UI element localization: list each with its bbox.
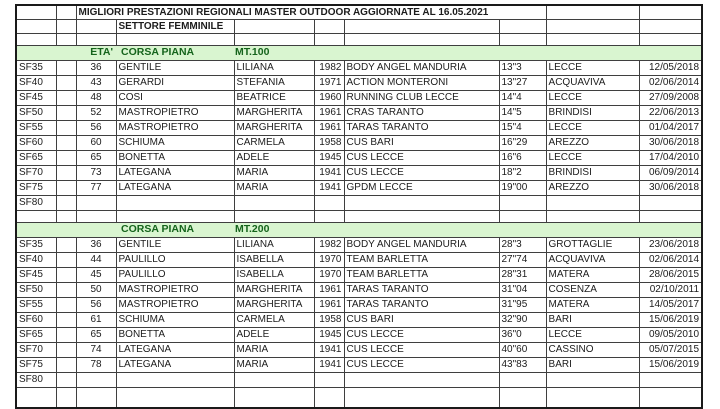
- row-date-cell: 09/05/2010: [639, 327, 702, 342]
- row-city-cell: MATERA: [546, 297, 639, 312]
- empty-cell: [499, 33, 546, 45]
- table-row: [16, 180, 702, 195]
- empty-cell: [499, 387, 546, 408]
- row-age-cell: 77: [76, 180, 116, 195]
- row-time-cell: 28"3: [499, 237, 546, 252]
- row-firstname-cell: LILIANA: [234, 60, 314, 75]
- sections-container: [16, 45, 702, 408]
- row-birthyear-cell: [314, 372, 344, 387]
- row-city-cell: BARI: [546, 312, 639, 327]
- row-club-cell: TARAS TARANTO: [344, 282, 499, 297]
- row-time-cell: 31"04: [499, 282, 546, 297]
- row-club-cell: CUS LECCE: [344, 327, 499, 342]
- row-category-cell: SF35: [16, 60, 56, 75]
- row-birthyear-cell: 1941: [314, 342, 344, 357]
- row-city-cell: AREZZO: [546, 135, 639, 150]
- row-birthyear-cell: 1958: [314, 135, 344, 150]
- table-row: [16, 90, 702, 105]
- row-time-cell: 13"27: [499, 75, 546, 90]
- table-row: [16, 150, 702, 165]
- spacer-row: [16, 33, 702, 45]
- empty-cell: [499, 19, 546, 33]
- row-firstname-cell: LILIANA: [234, 237, 314, 252]
- row-surname-cell: COSI: [116, 90, 234, 105]
- page-title: MIGLIORI PRESTAZIONI REGIONALI MASTER OUTDOOR AGGIORNATE AL 16.05.2021: [76, 5, 546, 19]
- row-surname-cell: SCHIUMA: [116, 312, 234, 327]
- empty-cell: [56, 75, 76, 90]
- row-birthyear-cell: 1945: [314, 327, 344, 342]
- row-birthyear-cell: 1970: [314, 252, 344, 267]
- row-firstname-cell: MARGHERITA: [234, 120, 314, 135]
- row-category-cell: SF55: [16, 120, 56, 135]
- row-birthyear-cell: 1945: [314, 150, 344, 165]
- row-club-cell: CUS BARI: [344, 135, 499, 150]
- row-club-cell: CUS BARI: [344, 312, 499, 327]
- row-age-cell: [76, 372, 116, 387]
- empty-cell: [56, 210, 76, 222]
- empty-cell: [56, 135, 76, 150]
- row-firstname-cell: MARIA: [234, 180, 314, 195]
- row-firstname-cell: MARIA: [234, 357, 314, 372]
- row-birthyear-cell: 1961: [314, 282, 344, 297]
- section-header-cell: [16, 45, 702, 60]
- separator-row: [16, 387, 702, 408]
- row-time-cell: 36"0: [499, 327, 546, 342]
- row-firstname-cell: ADELE: [234, 150, 314, 165]
- row-firstname-cell: ISABELLA: [234, 267, 314, 282]
- row-club-cell: CRAS TARANTO: [344, 105, 499, 120]
- row-surname-cell: MASTROPIETRO: [116, 297, 234, 312]
- row-surname-cell: GERARDI: [116, 75, 234, 90]
- row-club-cell: GPDM LECCE: [344, 180, 499, 195]
- empty-cell: [56, 252, 76, 267]
- row-time-cell: 16"29: [499, 135, 546, 150]
- empty-cell: [56, 60, 76, 75]
- empty-cell: [344, 210, 499, 222]
- row-firstname-cell: ISABELLA: [234, 252, 314, 267]
- table-row: [16, 237, 702, 252]
- row-city-cell: LECCE: [546, 120, 639, 135]
- row-age-cell: 78: [76, 357, 116, 372]
- table-row: [16, 327, 702, 342]
- empty-cell: [314, 210, 344, 222]
- row-age-cell: 50: [76, 282, 116, 297]
- empty-cell: [639, 387, 702, 408]
- row-date-cell: 27/09/2008: [639, 90, 702, 105]
- row-club-cell: TARAS TARANTO: [344, 120, 499, 135]
- row-category-cell: SF70: [16, 342, 56, 357]
- row-club-cell: ACTION MONTERONI: [344, 75, 499, 90]
- empty-cell: [56, 357, 76, 372]
- row-club-cell: TEAM BARLETTA: [344, 252, 499, 267]
- row-time-cell: 19"00: [499, 180, 546, 195]
- table-row: [16, 372, 702, 387]
- empty-cell: [234, 19, 314, 33]
- row-firstname-cell: CARMELA: [234, 135, 314, 150]
- row-firstname-cell: CARMELA: [234, 312, 314, 327]
- row-birthyear-cell: 1961: [314, 105, 344, 120]
- row-surname-cell: GENTILE: [116, 237, 234, 252]
- empty-cell: [76, 387, 116, 408]
- row-club-cell: BODY ANGEL MANDURIA: [344, 237, 499, 252]
- row-category-cell: SF80: [16, 372, 56, 387]
- row-age-cell: 65: [76, 150, 116, 165]
- row-city-cell: [546, 372, 639, 387]
- row-time-cell: 18"2: [499, 165, 546, 180]
- empty-cell: [16, 19, 56, 33]
- empty-cell: [639, 19, 702, 33]
- row-date-cell: [639, 372, 702, 387]
- title-row: [16, 5, 702, 19]
- empty-cell: [56, 120, 76, 135]
- row-birthyear-cell: 1961: [314, 120, 344, 135]
- empty-cell: [546, 33, 639, 45]
- row-surname-cell: MASTROPIETRO: [116, 105, 234, 120]
- section-distance-label: MT.100: [235, 45, 270, 58]
- empty-cell: [16, 33, 56, 45]
- table-row: [16, 195, 702, 210]
- row-category-cell: SF60: [16, 135, 56, 150]
- table-row: [16, 135, 702, 150]
- row-birthyear-cell: 1941: [314, 180, 344, 195]
- empty-cell: [16, 387, 56, 408]
- row-date-cell: 23/06/2018: [639, 237, 702, 252]
- row-birthyear-cell: 1982: [314, 60, 344, 75]
- row-city-cell: [546, 195, 639, 210]
- row-date-cell: 02/06/2014: [639, 75, 702, 90]
- row-age-cell: 74: [76, 342, 116, 357]
- row-surname-cell: MASTROPIETRO: [116, 282, 234, 297]
- row-city-cell: CASSINO: [546, 342, 639, 357]
- empty-cell: [56, 282, 76, 297]
- row-city-cell: BRINDISI: [546, 165, 639, 180]
- row-club-cell: [344, 195, 499, 210]
- row-club-cell: TARAS TARANTO: [344, 297, 499, 312]
- row-surname-cell: MASTROPIETRO: [116, 120, 234, 135]
- row-time-cell: 40"60: [499, 342, 546, 357]
- row-club-cell: CUS LECCE: [344, 357, 499, 372]
- empty-cell: [76, 19, 116, 33]
- empty-cell: [344, 33, 499, 45]
- row-category-cell: SF40: [16, 252, 56, 267]
- row-date-cell: 15/06/2019: [639, 312, 702, 327]
- row-category-cell: SF35: [16, 237, 56, 252]
- row-club-cell: [344, 372, 499, 387]
- row-time-cell: 32"90: [499, 312, 546, 327]
- row-category-cell: SF75: [16, 357, 56, 372]
- row-age-cell: [76, 195, 116, 210]
- row-surname-cell: GENTILE: [116, 60, 234, 75]
- row-surname-cell: PAULILLO: [116, 252, 234, 267]
- row-category-cell: SF70: [16, 165, 56, 180]
- row-firstname-cell: MARGHERITA: [234, 282, 314, 297]
- empty-cell: [56, 372, 76, 387]
- row-date-cell: 05/07/2015: [639, 342, 702, 357]
- empty-cell: [56, 19, 76, 33]
- row-birthyear-cell: 1960: [314, 90, 344, 105]
- table-row: [16, 75, 702, 90]
- empty-cell: [56, 165, 76, 180]
- empty-cell: [56, 105, 76, 120]
- empty-cell: [546, 5, 639, 19]
- row-city-cell: LECCE: [546, 150, 639, 165]
- row-age-cell: 52: [76, 105, 116, 120]
- row-category-cell: SF55: [16, 297, 56, 312]
- empty-cell: [314, 33, 344, 45]
- empty-cell: [56, 267, 76, 282]
- empty-cell: [56, 327, 76, 342]
- row-category-cell: SF65: [16, 150, 56, 165]
- empty-cell: [234, 387, 314, 408]
- empty-cell: [16, 210, 56, 222]
- row-date-cell: 14/05/2017: [639, 297, 702, 312]
- empty-cell: [56, 387, 76, 408]
- row-club-cell: RUNNING CLUB LECCE: [344, 90, 499, 105]
- row-time-cell: [499, 195, 546, 210]
- row-age-cell: 43: [76, 75, 116, 90]
- row-firstname-cell: ADELE: [234, 327, 314, 342]
- row-date-cell: 02/06/2014: [639, 252, 702, 267]
- row-time-cell: 16"6: [499, 150, 546, 165]
- empty-cell: [344, 19, 499, 33]
- row-time-cell: 13"3: [499, 60, 546, 75]
- empty-cell: [639, 210, 702, 222]
- row-date-cell: 17/04/2010: [639, 150, 702, 165]
- table-row: [16, 297, 702, 312]
- empty-cell: [234, 210, 314, 222]
- row-age-cell: 45: [76, 267, 116, 282]
- row-firstname-cell: MARGHERITA: [234, 297, 314, 312]
- row-category-cell: SF65: [16, 327, 56, 342]
- row-firstname-cell: [234, 195, 314, 210]
- empty-cell: [56, 150, 76, 165]
- empty-cell: [56, 33, 76, 45]
- row-age-cell: 36: [76, 60, 116, 75]
- subtitle-row: [16, 19, 702, 33]
- row-club-cell: CUS LECCE: [344, 165, 499, 180]
- row-category-cell: SF60: [16, 312, 56, 327]
- row-birthyear-cell: 1982: [314, 237, 344, 252]
- empty-cell: [546, 210, 639, 222]
- row-firstname-cell: STEFANIA: [234, 75, 314, 90]
- row-date-cell: 02/10/2011: [639, 282, 702, 297]
- row-club-cell: CUS LECCE: [344, 150, 499, 165]
- row-date-cell: 22/06/2013: [639, 105, 702, 120]
- table-row: [16, 312, 702, 327]
- row-birthyear-cell: 1961: [314, 297, 344, 312]
- row-surname-cell: [116, 372, 234, 387]
- empty-cell: [56, 297, 76, 312]
- row-age-cell: 48: [76, 90, 116, 105]
- records-table: [15, 4, 703, 409]
- row-surname-cell: LATEGANA: [116, 180, 234, 195]
- row-time-cell: 14"4: [499, 90, 546, 105]
- row-city-cell: ACQUAVIVA: [546, 75, 639, 90]
- row-surname-cell: BONETTA: [116, 327, 234, 342]
- row-birthyear-cell: 1941: [314, 165, 344, 180]
- row-age-cell: 65: [76, 327, 116, 342]
- row-city-cell: LECCE: [546, 60, 639, 75]
- row-surname-cell: LATEGANA: [116, 165, 234, 180]
- row-firstname-cell: BEATRICE: [234, 90, 314, 105]
- row-birthyear-cell: 1958: [314, 312, 344, 327]
- row-club-cell: TEAM BARLETTA: [344, 267, 499, 282]
- empty-cell: [344, 387, 499, 408]
- eta-label: ETA': [90, 45, 113, 58]
- row-city-cell: ACQUAVIVA: [546, 252, 639, 267]
- row-birthyear-cell: 1970: [314, 267, 344, 282]
- table-row: [16, 282, 702, 297]
- row-surname-cell: [116, 195, 234, 210]
- row-age-cell: 56: [76, 297, 116, 312]
- empty-cell: [116, 33, 234, 45]
- empty-cell: [56, 312, 76, 327]
- empty-cell: [116, 387, 234, 408]
- empty-cell: [314, 19, 344, 33]
- row-surname-cell: LATEGANA: [116, 357, 234, 372]
- row-city-cell: MATERA: [546, 267, 639, 282]
- section-header-row: [16, 222, 702, 237]
- row-city-cell: BRINDISI: [546, 105, 639, 120]
- empty-cell: [56, 195, 76, 210]
- sector-subtitle: SETTORE FEMMINILE: [116, 19, 234, 33]
- empty-cell: [56, 180, 76, 195]
- separator-row: [16, 210, 702, 222]
- row-birthyear-cell: 1971: [314, 75, 344, 90]
- row-birthyear-cell: 1941: [314, 357, 344, 372]
- row-date-cell: 30/06/2018: [639, 180, 702, 195]
- empty-cell: [76, 210, 116, 222]
- row-firstname-cell: MARGHERITA: [234, 105, 314, 120]
- row-age-cell: 36: [76, 237, 116, 252]
- section-event-label: CORSA PIANA: [121, 222, 195, 235]
- section-header-row: [16, 45, 702, 60]
- row-category-cell: SF75: [16, 180, 56, 195]
- empty-cell: [639, 33, 702, 45]
- row-category-cell: SF45: [16, 90, 56, 105]
- empty-cell: [234, 33, 314, 45]
- row-surname-cell: LATEGANA: [116, 342, 234, 357]
- row-club-cell: BODY ANGEL MANDURIA: [344, 60, 499, 75]
- table-row: [16, 120, 702, 135]
- table-row: [16, 267, 702, 282]
- row-date-cell: 06/09/2014: [639, 165, 702, 180]
- empty-cell: [56, 342, 76, 357]
- row-date-cell: [639, 195, 702, 210]
- row-category-cell: SF80: [16, 195, 56, 210]
- empty-cell: [116, 210, 234, 222]
- row-time-cell: 15"4: [499, 120, 546, 135]
- empty-cell: [76, 33, 116, 45]
- table-row: [16, 342, 702, 357]
- table-row: [16, 252, 702, 267]
- row-category-cell: SF50: [16, 105, 56, 120]
- row-city-cell: COSENZA: [546, 282, 639, 297]
- row-category-cell: SF45: [16, 267, 56, 282]
- row-category-cell: SF50: [16, 282, 56, 297]
- row-age-cell: 61: [76, 312, 116, 327]
- empty-cell: [314, 387, 344, 408]
- row-time-cell: 31"95: [499, 297, 546, 312]
- empty-cell: [546, 387, 639, 408]
- row-surname-cell: PAULILLO: [116, 267, 234, 282]
- row-time-cell: 27"74: [499, 252, 546, 267]
- table-row: [16, 105, 702, 120]
- row-surname-cell: SCHIUMA: [116, 135, 234, 150]
- row-time-cell: 43"83: [499, 357, 546, 372]
- empty-cell: [56, 237, 76, 252]
- row-date-cell: 30/06/2018: [639, 135, 702, 150]
- row-surname-cell: BONETTA: [116, 150, 234, 165]
- empty-cell: [16, 5, 56, 19]
- empty-cell: [56, 90, 76, 105]
- row-city-cell: AREZZO: [546, 180, 639, 195]
- row-date-cell: 01/04/2017: [639, 120, 702, 135]
- row-date-cell: 28/06/2015: [639, 267, 702, 282]
- empty-cell: [546, 19, 639, 33]
- row-time-cell: 14"5: [499, 105, 546, 120]
- row-city-cell: GROTTAGLIE: [546, 237, 639, 252]
- row-club-cell: CUS LECCE: [344, 342, 499, 357]
- table-row: [16, 60, 702, 75]
- row-time-cell: 28"31: [499, 267, 546, 282]
- row-age-cell: 73: [76, 165, 116, 180]
- row-age-cell: 56: [76, 120, 116, 135]
- row-birthyear-cell: [314, 195, 344, 210]
- table-row: [16, 165, 702, 180]
- row-age-cell: 60: [76, 135, 116, 150]
- empty-cell: [56, 5, 76, 19]
- row-time-cell: [499, 372, 546, 387]
- empty-cell: [499, 210, 546, 222]
- row-age-cell: 44: [76, 252, 116, 267]
- section-event-label: CORSA PIANA: [121, 45, 195, 58]
- row-city-cell: BARI: [546, 357, 639, 372]
- row-firstname-cell: MARIA: [234, 342, 314, 357]
- row-date-cell: 12/05/2018: [639, 60, 702, 75]
- row-firstname-cell: MARIA: [234, 165, 314, 180]
- section-distance-label: MT.200: [235, 222, 270, 235]
- table-row: [16, 357, 702, 372]
- row-date-cell: 15/06/2019: [639, 357, 702, 372]
- empty-cell: [639, 5, 702, 19]
- row-category-cell: SF40: [16, 75, 56, 90]
- row-city-cell: LECCE: [546, 90, 639, 105]
- row-city-cell: LECCE: [546, 327, 639, 342]
- row-firstname-cell: [234, 372, 314, 387]
- section-header-cell: [16, 222, 702, 237]
